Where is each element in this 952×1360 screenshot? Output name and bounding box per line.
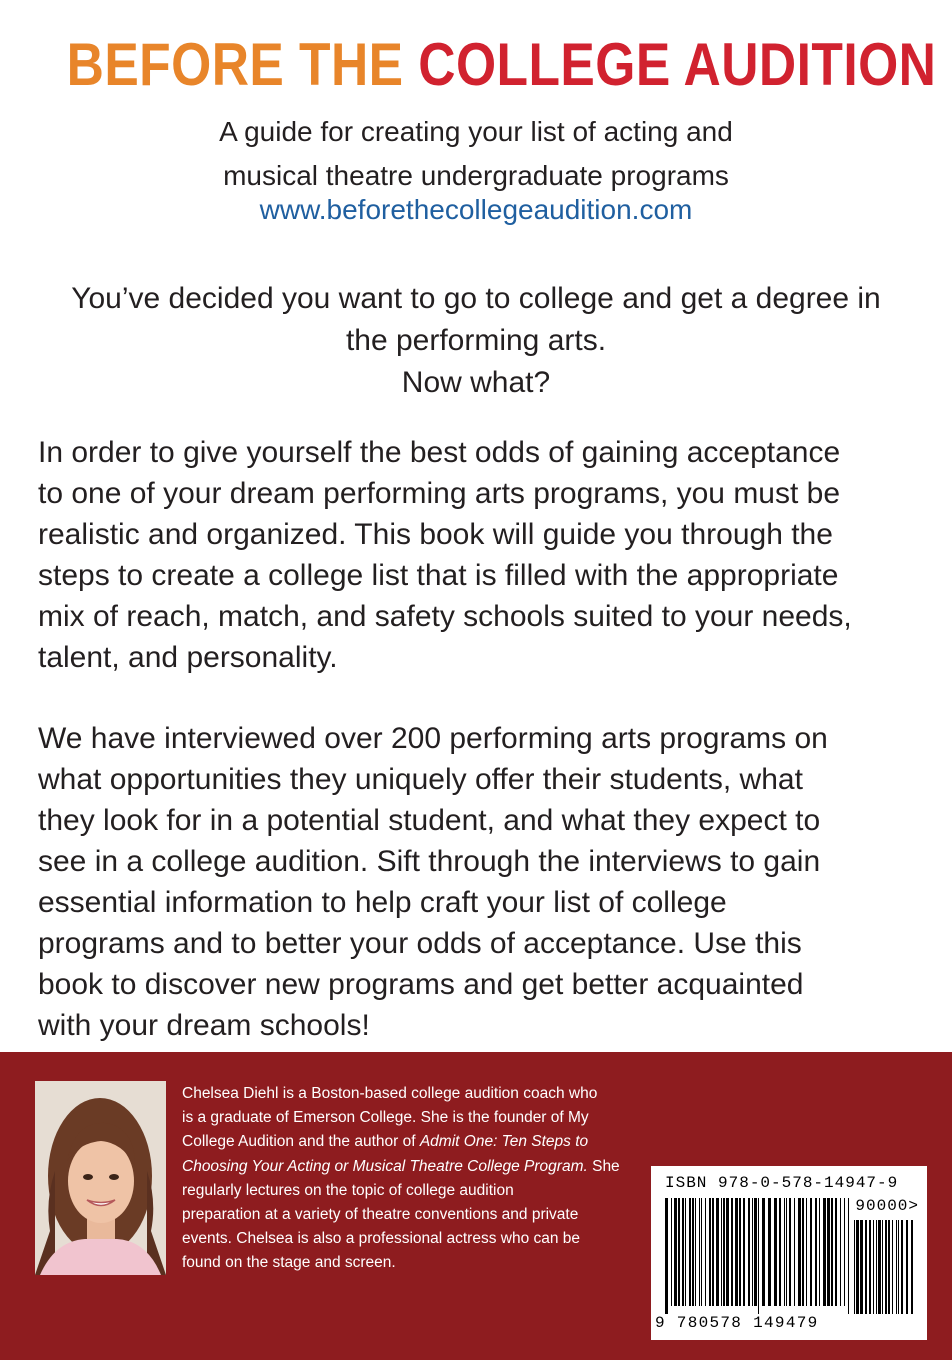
price-barcode-bars (854, 1220, 920, 1314)
barcode-bar (898, 1220, 899, 1314)
barcode-bar (723, 1198, 725, 1306)
intro-line: You’ve decided you want to go to college and get a degree in (71, 282, 881, 315)
barcode-bar (752, 1198, 753, 1306)
subtitle (0, 110, 952, 198)
barcode-bars (665, 1198, 851, 1314)
barcode-bar (735, 1198, 738, 1306)
barcode-bar (762, 1198, 765, 1306)
barcode-bar (882, 1220, 883, 1314)
barcode-bar (789, 1198, 791, 1306)
barcode-bar (896, 1220, 897, 1314)
barcode-bar (873, 1220, 874, 1314)
bio-line: found on the stage and screen. (182, 1254, 396, 1272)
barcode-bar (823, 1198, 826, 1306)
barcode-bar (689, 1198, 691, 1306)
barcode-bar (754, 1198, 757, 1306)
paragraph-line: We have interviewed over 200 performing arts programs on (38, 722, 828, 755)
price-code: 90000> (855, 1197, 919, 1215)
paragraph-line: essential information to help craft your list of college (38, 886, 727, 919)
barcode-bar (731, 1198, 733, 1306)
bio-text: She (587, 1157, 620, 1175)
barcode-bar (678, 1198, 680, 1306)
paragraph-line: they look for in a potential student, and what they expect to (38, 804, 821, 837)
barcode-bar (712, 1198, 714, 1306)
barcode-bar (779, 1198, 781, 1306)
title-part-red: COLLEGE AUDITION (418, 31, 937, 98)
barcode-bar (865, 1220, 867, 1314)
bio-line: regularly lectures on the topic of college audition (182, 1181, 514, 1199)
barcode-bar (815, 1198, 817, 1306)
author-bio (182, 1082, 622, 1276)
bio-text: College Audition and the author of (182, 1133, 420, 1151)
paragraph-line: programs and to better your odds of acceptance. Use this (38, 927, 802, 960)
bio-line (182, 1155, 622, 1179)
title-part-orange: BEFORE THE (66, 31, 419, 98)
paragraph-one (38, 432, 918, 678)
barcode-bar (835, 1198, 837, 1306)
bio-line (182, 1130, 622, 1154)
barcode-bar (827, 1198, 830, 1306)
barcode-bar (665, 1198, 668, 1314)
book-title-italic: Choosing Your Acting or Musical Theatre College Program. (182, 1157, 588, 1175)
barcode-bar (856, 1220, 859, 1314)
barcode-bar (798, 1198, 801, 1306)
author-portrait-image (35, 1081, 166, 1275)
barcode-bar (774, 1198, 777, 1306)
barcode-bar (806, 1198, 807, 1306)
barcode-bar (802, 1198, 804, 1306)
barcode-bar (911, 1220, 913, 1314)
paragraph-line: talent, and personality. (38, 641, 338, 674)
bio-line: is a graduate of Emerson College. She is the founder of My (182, 1109, 589, 1127)
intro-line: the performing arts. (345, 324, 607, 357)
paragraph-line: to one of your dream performing arts programs, you must be (38, 477, 841, 510)
bio-line: events. Chelsea is also a professional actress who can be (182, 1230, 581, 1248)
barcode-bar (743, 1198, 745, 1306)
barcode-bar (794, 1198, 795, 1306)
bio-line: preparation at a variety of theatre conventions and private (182, 1206, 579, 1224)
barcode-bar (784, 1198, 785, 1306)
barcode-bar (739, 1198, 741, 1306)
barcode-bar (892, 1220, 893, 1314)
paragraph-two (38, 718, 918, 1046)
barcode-bar (876, 1220, 877, 1314)
intro-text (0, 278, 952, 404)
isbn-label: ISBN 978-0-578-14947-9 (665, 1174, 899, 1192)
barcode-bar (901, 1220, 903, 1314)
barcode-bar (869, 1220, 871, 1314)
isbn-barcode (651, 1166, 927, 1340)
intro-line: Now what? (401, 366, 551, 399)
barcode-digits: 9 780578 149479 (655, 1314, 819, 1332)
barcode-bar (671, 1198, 672, 1306)
barcode-bar (819, 1198, 820, 1306)
paragraph-line: In order to give yourself the best odds of gaining acceptance (38, 436, 841, 469)
barcode-bar (878, 1220, 881, 1314)
barcode-bar (709, 1198, 711, 1306)
book-title (66, 30, 937, 100)
barcode-bar (906, 1220, 908, 1314)
barcode-bar (768, 1198, 771, 1306)
website-url: www.beforethecollegeaudition.com (259, 194, 693, 225)
barcode-bar (854, 1220, 855, 1314)
paragraph-line: steps to create a college list that is filled with the appropriate (38, 559, 839, 592)
author-photo (35, 1081, 166, 1275)
barcode-bar (692, 1198, 694, 1306)
paragraph-line: what opportunities they uniquely offer their students, what (38, 763, 803, 796)
subtitle-line: musical theatre undergraduate programs (223, 160, 729, 191)
paragraph-line: realistic and organized. This book will guide you through the (38, 518, 833, 551)
barcode-bar (810, 1198, 812, 1306)
barcode-bar (721, 1198, 722, 1306)
barcode-bar (860, 1220, 863, 1314)
barcode-bar (758, 1198, 759, 1314)
barcode-bar (888, 1220, 890, 1314)
paragraph-line: with your dream schools! (38, 1009, 370, 1042)
bio-line: Chelsea Diehl is a Boston-based college audition coach who (182, 1085, 598, 1102)
book-title-italic: Admit One: Ten Steps to (419, 1133, 589, 1151)
paragraph-line: book to discover new programs and get better acquainted (38, 968, 804, 1001)
barcode-bar (885, 1220, 887, 1314)
barcode-bar (831, 1198, 833, 1306)
barcode-bar (701, 1198, 702, 1306)
subtitle-line: A guide for creating your list of acting and (219, 116, 733, 147)
barcode-bar (705, 1198, 706, 1306)
paragraph-line: see in a college audition. Sift through the interviews to gain (38, 845, 821, 878)
barcode-bar (748, 1198, 750, 1306)
barcode-bar (682, 1198, 684, 1306)
barcode-bar (685, 1198, 686, 1306)
barcode-bar (844, 1198, 845, 1306)
barcode-bar (699, 1198, 700, 1306)
barcode-bar (716, 1198, 719, 1306)
barcode-bar (848, 1198, 849, 1314)
barcode-bar (726, 1198, 729, 1306)
barcode-bar (840, 1198, 841, 1306)
barcode-bar (786, 1198, 787, 1306)
paragraph-line: mix of reach, match, and safety schools suited to your needs, (38, 600, 852, 633)
barcode-bar (695, 1198, 696, 1306)
barcode-bar (674, 1198, 677, 1306)
